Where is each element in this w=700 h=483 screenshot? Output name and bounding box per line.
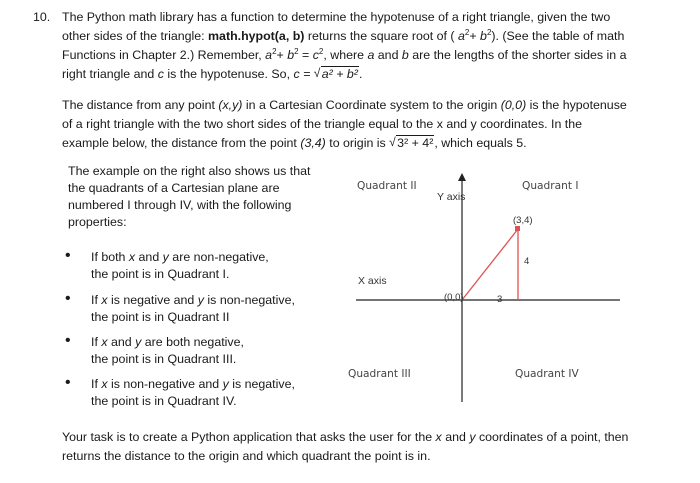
quadrant-3-label: Quadrant III (348, 368, 411, 380)
p2-line1-b: in a Cartesian Coordinate system to the origin (242, 98, 501, 112)
p2-line1-c: is the hypotenuse (526, 98, 627, 112)
y-axis-label: Y axis (437, 191, 466, 203)
task-y: y (469, 430, 476, 444)
p2-line2: of a right triangle with the two short sides of the triangle equal to the x and y coordinates. In the (62, 117, 583, 131)
p1-line3-d: are the lengths of the shorter sides in a (408, 48, 627, 62)
p2-line3-c: , which equals 5. (434, 136, 527, 150)
quadrant-2-label: Quadrant II (357, 180, 417, 192)
bullet-dot: • (65, 332, 71, 349)
formula-b-squared: $b^2$ (480, 28, 492, 43)
sqrt-a2-b2: √ a² + b² (313, 66, 358, 81)
task-line1-b: and (441, 430, 470, 444)
pythagorean-formula: $a^2+ b^2 = c^2$ (265, 47, 324, 62)
point-label: (3,4) (513, 215, 533, 226)
point-34: (3,4) (300, 136, 326, 150)
p1-line2-c: ). (See the table of math (491, 29, 625, 43)
hypot-function: math.hypot(a, b) (208, 29, 305, 43)
p3-line4: properties: (68, 215, 127, 229)
bullet-dot: • (65, 290, 71, 307)
plus-sign: + (469, 29, 481, 43)
bullet-dot: • (65, 247, 71, 264)
side-y-label: 4 (524, 256, 530, 267)
origin-00: (0,0) (500, 98, 527, 112)
task-line1-a: Your task is to create a Python application that asks the user for the (62, 430, 436, 444)
task-line1 (62, 428, 628, 447)
p3-line2: the quadrants of a Cartesian plane are (68, 181, 280, 195)
p1-line1: The Python math library has a function to determine the hypotenuse of a right triangle, given the two (62, 10, 611, 24)
task-x: x (435, 430, 442, 444)
origin-label: (0,0) (444, 292, 464, 303)
var-b: b (401, 48, 409, 62)
formula-a-squared: $a^2$ (458, 28, 470, 43)
side-x-label: 3 (497, 294, 503, 305)
p2-line3-a: example below, the distance from the point (62, 136, 301, 150)
p1-line3-c: and (374, 48, 402, 62)
question-number: 10. (33, 10, 51, 24)
p2-line3-b: to origin is (325, 136, 390, 150)
var-a: a (367, 48, 375, 62)
c-equals: c = (293, 67, 314, 81)
quadrant-4-label: Quadrant IV (515, 368, 579, 380)
var-c: c (157, 67, 164, 81)
p1-line3-b: , where (323, 48, 368, 62)
bullet-dot: • (65, 374, 71, 391)
p1-line2-b: returns the square root of ( (304, 29, 458, 43)
sqrt-3-4: √ 3² + 4² (389, 135, 434, 150)
p3-line3: numbered I through IV, with the following (68, 198, 292, 212)
x-axis-label: X axis (358, 275, 387, 287)
p1-line2-a: other sides of the triangle: (62, 29, 209, 43)
task-line2: returns the distance to the origin and which quadrant the point is in. (62, 449, 431, 463)
p1-line4-a: right triangle and (62, 67, 158, 81)
p1-line3-a: Functions in Chapter 2.) Remember, (62, 48, 266, 62)
quadrant-1-label: Quadrant I (522, 180, 579, 192)
y-axis-arrow (458, 173, 466, 181)
p2-line1-a: The distance from any point (62, 98, 219, 112)
point-xy: (x,y) (218, 98, 243, 112)
triangle-hypotenuse (462, 229, 518, 300)
task-line1-c: coordinates of a point, then (475, 430, 629, 444)
p1-line4-c: . (358, 67, 363, 81)
p3-line1: The example on the right also shows us that (68, 164, 311, 178)
p1-line4-b: is the hypotenuse. So, (163, 67, 294, 81)
